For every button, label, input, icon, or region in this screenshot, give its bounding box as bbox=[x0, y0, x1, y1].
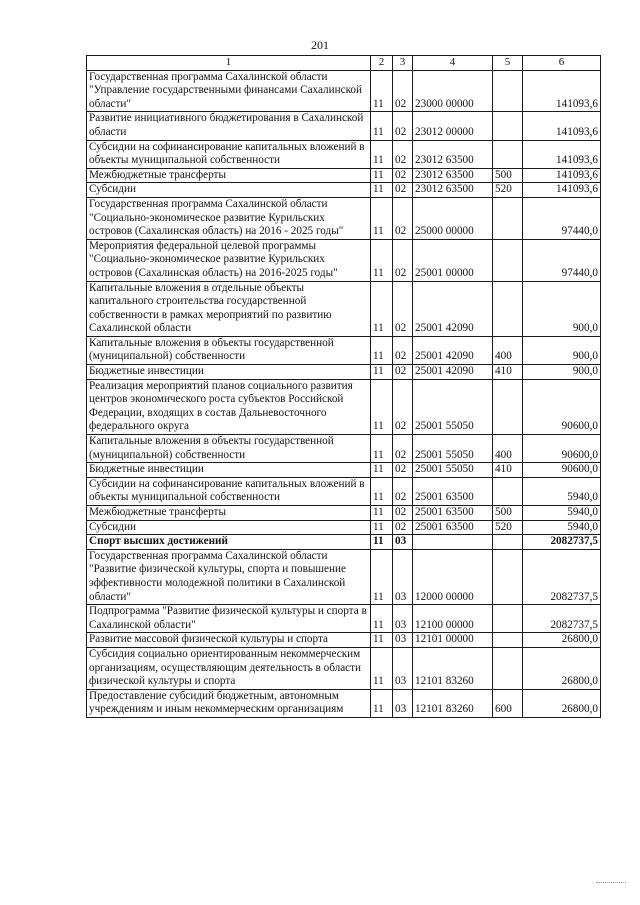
row-code-subsection: 02 bbox=[393, 70, 413, 112]
row-code-subsection: 02 bbox=[393, 197, 413, 239]
row-code-target: 25001 42090 bbox=[413, 365, 493, 380]
row-code-section: 11 bbox=[371, 605, 393, 633]
row-code-subsection: 02 bbox=[393, 506, 413, 521]
row-code-target: 23012 63500 bbox=[413, 140, 493, 168]
table-row bbox=[87, 281, 601, 336]
row-code-section: 11 bbox=[371, 70, 393, 112]
table-row bbox=[87, 689, 601, 717]
row-code-target: 25001 42090 bbox=[413, 281, 493, 336]
row-name: Развитие инициативного бюджетирования в Сахалинской области bbox=[87, 112, 371, 140]
row-name: Межбюджетные трансферты bbox=[87, 168, 371, 183]
row-code-subsection: 02 bbox=[393, 239, 413, 281]
row-name: Межбюджетные трансферты bbox=[87, 506, 371, 521]
row-amount: 2082737,5 bbox=[523, 535, 601, 550]
table-row bbox=[87, 140, 601, 168]
row-code-subsection: 02 bbox=[393, 140, 413, 168]
row-amount: 141093,6 bbox=[523, 70, 601, 112]
row-amount: 90600,0 bbox=[523, 379, 601, 434]
row-amount: 900,0 bbox=[523, 336, 601, 364]
page-number: 201 bbox=[311, 38, 329, 52]
row-code-subsection: 02 bbox=[393, 520, 413, 535]
row-code-subsection: 02 bbox=[393, 435, 413, 463]
row-code-section: 11 bbox=[371, 183, 393, 198]
row-name: Субсидии на софинансирование капитальных вложений в объекты муниципальной собственности bbox=[87, 140, 371, 168]
row-code-subsection: 03 bbox=[393, 633, 413, 648]
row-code-target: 25001 00000 bbox=[413, 239, 493, 281]
row-name: Мероприятия федеральной целевой программы "Социально-экономическое развитие Курильских островов (Сахалинская область) на 2016-2025 годы" bbox=[87, 239, 371, 281]
row-code-subsection: 02 bbox=[393, 379, 413, 434]
row-code-subsection: 02 bbox=[393, 281, 413, 336]
row-code-section: 11 bbox=[371, 112, 393, 140]
row-name: Субсидии bbox=[87, 520, 371, 535]
row-name: Бюджетные инвестиции bbox=[87, 365, 371, 380]
row-name: Капитальные вложения в объекты государственной (муниципальной) собственности bbox=[87, 435, 371, 463]
row-code-type bbox=[493, 633, 523, 648]
row-code-section: 11 bbox=[371, 140, 393, 168]
table-row bbox=[87, 168, 601, 183]
row-amount: 141093,6 bbox=[523, 183, 601, 198]
row-amount: 26800,0 bbox=[523, 633, 601, 648]
row-amount: 900,0 bbox=[523, 281, 601, 336]
row-amount: 97440,0 bbox=[523, 239, 601, 281]
header-col-5: 5 bbox=[493, 56, 523, 71]
row-amount: 5940,0 bbox=[523, 477, 601, 505]
row-code-section: 11 bbox=[371, 365, 393, 380]
row-amount: 141093,6 bbox=[523, 112, 601, 140]
row-code-subsection: 02 bbox=[393, 183, 413, 198]
row-code-section: 11 bbox=[371, 535, 393, 550]
row-code-type bbox=[493, 140, 523, 168]
table-row bbox=[87, 506, 601, 521]
row-code-type: 600 bbox=[493, 689, 523, 717]
row-code-type bbox=[493, 647, 523, 689]
row-code-type bbox=[493, 477, 523, 505]
row-amount: 5940,0 bbox=[523, 506, 601, 521]
row-code-section: 11 bbox=[371, 477, 393, 505]
row-amount: 26800,0 bbox=[523, 689, 601, 717]
table-row bbox=[87, 647, 601, 689]
row-amount: 90600,0 bbox=[523, 435, 601, 463]
table-row bbox=[87, 336, 601, 364]
row-code-target: 25000 00000 bbox=[413, 197, 493, 239]
header-col-3: 3 bbox=[393, 56, 413, 71]
row-code-type: 400 bbox=[493, 336, 523, 364]
row-code-target: 25001 63500 bbox=[413, 520, 493, 535]
row-code-type bbox=[493, 112, 523, 140]
row-amount: 5940,0 bbox=[523, 520, 601, 535]
table-row bbox=[87, 463, 601, 478]
budget-table bbox=[86, 55, 601, 718]
row-code-section: 11 bbox=[371, 463, 393, 478]
row-code-subsection: 02 bbox=[393, 477, 413, 505]
row-code-section: 11 bbox=[371, 549, 393, 604]
row-code-section: 11 bbox=[371, 689, 393, 717]
row-code-section: 11 bbox=[371, 435, 393, 463]
row-name: Предоставление субсидий бюджетным, автономным учреждениям и иным некоммерческим организациям bbox=[87, 689, 371, 717]
row-code-target: 23000 00000 bbox=[413, 70, 493, 112]
row-code-section: 11 bbox=[371, 239, 393, 281]
table-row bbox=[87, 379, 601, 434]
row-amount: 90600,0 bbox=[523, 463, 601, 478]
row-code-subsection: 03 bbox=[393, 647, 413, 689]
row-code-target: 25001 55050 bbox=[413, 463, 493, 478]
table-row bbox=[87, 549, 601, 604]
row-name: Спорт высших достижений bbox=[87, 535, 371, 550]
row-code-subsection: 03 bbox=[393, 689, 413, 717]
row-code-type bbox=[493, 605, 523, 633]
row-code-target: 12101 83260 bbox=[413, 689, 493, 717]
row-amount: 900,0 bbox=[523, 365, 601, 380]
row-code-type bbox=[493, 549, 523, 604]
row-code-subsection: 03 bbox=[393, 549, 413, 604]
row-code-target: 12101 83260 bbox=[413, 647, 493, 689]
row-amount: 2082737,5 bbox=[523, 605, 601, 633]
row-code-type: 520 bbox=[493, 520, 523, 535]
row-code-type bbox=[493, 70, 523, 112]
row-name: Капитальные вложения в отдельные объекты капитального строительства государственной собственности в рамках мероприятий по развитию Сахалинской области bbox=[87, 281, 371, 336]
row-code-type bbox=[493, 197, 523, 239]
row-code-type: 500 bbox=[493, 506, 523, 521]
row-code-target: 25001 42090 bbox=[413, 336, 493, 364]
row-code-target: 23012 63500 bbox=[413, 168, 493, 183]
row-amount: 2082737,5 bbox=[523, 549, 601, 604]
table-row bbox=[87, 477, 601, 505]
row-code-type: 410 bbox=[493, 463, 523, 478]
row-code-section: 11 bbox=[371, 168, 393, 183]
row-amount: 97440,0 bbox=[523, 197, 601, 239]
table-row bbox=[87, 239, 601, 281]
header-col-1: 1 bbox=[87, 56, 371, 71]
row-amount: 141093,6 bbox=[523, 168, 601, 183]
row-code-subsection: 02 bbox=[393, 365, 413, 380]
table-row bbox=[87, 365, 601, 380]
table-row bbox=[87, 70, 601, 112]
row-code-target: 23012 00000 bbox=[413, 112, 493, 140]
row-name: Субсидии bbox=[87, 183, 371, 198]
row-code-target bbox=[413, 535, 493, 550]
row-name: Государственная программа Сахалинской области "Социально-экономическое развитие Курильских островов (Сахалинская область) на 2016 - 2025 годы" bbox=[87, 197, 371, 239]
row-code-type bbox=[493, 379, 523, 434]
row-code-target: 12100 00000 bbox=[413, 605, 493, 633]
row-code-target: 23012 63500 bbox=[413, 183, 493, 198]
table-row bbox=[87, 435, 601, 463]
row-code-target: 25001 63500 bbox=[413, 506, 493, 521]
row-code-subsection: 02 bbox=[393, 168, 413, 183]
row-code-subsection: 03 bbox=[393, 605, 413, 633]
table-row bbox=[87, 520, 601, 535]
row-amount: 141093,6 bbox=[523, 140, 601, 168]
header-col-6: 6 bbox=[523, 56, 601, 71]
row-code-type bbox=[493, 239, 523, 281]
header-col-2: 2 bbox=[371, 56, 393, 71]
row-code-section: 11 bbox=[371, 281, 393, 336]
table-row bbox=[87, 183, 601, 198]
row-code-target: 25001 55050 bbox=[413, 379, 493, 434]
row-code-type bbox=[493, 535, 523, 550]
header-col-4: 4 bbox=[413, 56, 493, 71]
row-code-target: 12000 00000 bbox=[413, 549, 493, 604]
row-name: Капитальные вложения в объекты государственной (муниципальной) собственности bbox=[87, 336, 371, 364]
row-code-type: 400 bbox=[493, 435, 523, 463]
row-code-target: 25001 63500 bbox=[413, 477, 493, 505]
row-code-subsection: 03 bbox=[393, 535, 413, 550]
row-amount: 26800,0 bbox=[523, 647, 601, 689]
row-name: Реализация мероприятий планов социального развития центров экономического роста субъектов Российской Федерации, входящих в состав Дальневосточного федерального округа bbox=[87, 379, 371, 434]
row-code-target: 25001 55050 bbox=[413, 435, 493, 463]
header-row bbox=[87, 56, 601, 71]
row-code-section: 11 bbox=[371, 197, 393, 239]
table-row bbox=[87, 633, 601, 648]
row-code-section: 11 bbox=[371, 506, 393, 521]
row-code-section: 11 bbox=[371, 647, 393, 689]
row-code-subsection: 02 bbox=[393, 463, 413, 478]
row-name: Государственная программа Сахалинской области "Управление государственными финансами Сахалинской области" bbox=[87, 70, 371, 112]
table-row bbox=[87, 535, 601, 550]
row-code-subsection: 02 bbox=[393, 336, 413, 364]
row-code-section: 11 bbox=[371, 633, 393, 648]
row-code-type bbox=[493, 281, 523, 336]
row-code-section: 11 bbox=[371, 520, 393, 535]
table-row bbox=[87, 605, 601, 633]
row-name: Подпрограмма "Развитие физической культуры и спорта в Сахалинской области" bbox=[87, 605, 371, 633]
table-body bbox=[87, 70, 601, 717]
row-name: Развитие массовой физической культуры и спорта bbox=[87, 633, 371, 648]
row-name: Субсидии на софинансирование капитальных вложений в объекты муниципальной собственности bbox=[87, 477, 371, 505]
row-name: Бюджетные инвестиции bbox=[87, 463, 371, 478]
scan-artifact bbox=[596, 878, 626, 883]
row-code-type: 520 bbox=[493, 183, 523, 198]
row-code-section: 11 bbox=[371, 379, 393, 434]
row-name: Субсидия социально ориентированным некоммерческим организациям, осуществляющим деятельность в области физической культуры и спорта bbox=[87, 647, 371, 689]
row-code-type: 410 bbox=[493, 365, 523, 380]
row-code-type: 500 bbox=[493, 168, 523, 183]
row-code-target: 12101 00000 bbox=[413, 633, 493, 648]
row-name: Государственная программа Сахалинской области "Развитие физической культуры, спорта и повышение эффективности молодежной политики в Сахалинской области" bbox=[87, 549, 371, 604]
table-row bbox=[87, 197, 601, 239]
row-code-section: 11 bbox=[371, 336, 393, 364]
row-code-subsection: 02 bbox=[393, 112, 413, 140]
table-row bbox=[87, 112, 601, 140]
